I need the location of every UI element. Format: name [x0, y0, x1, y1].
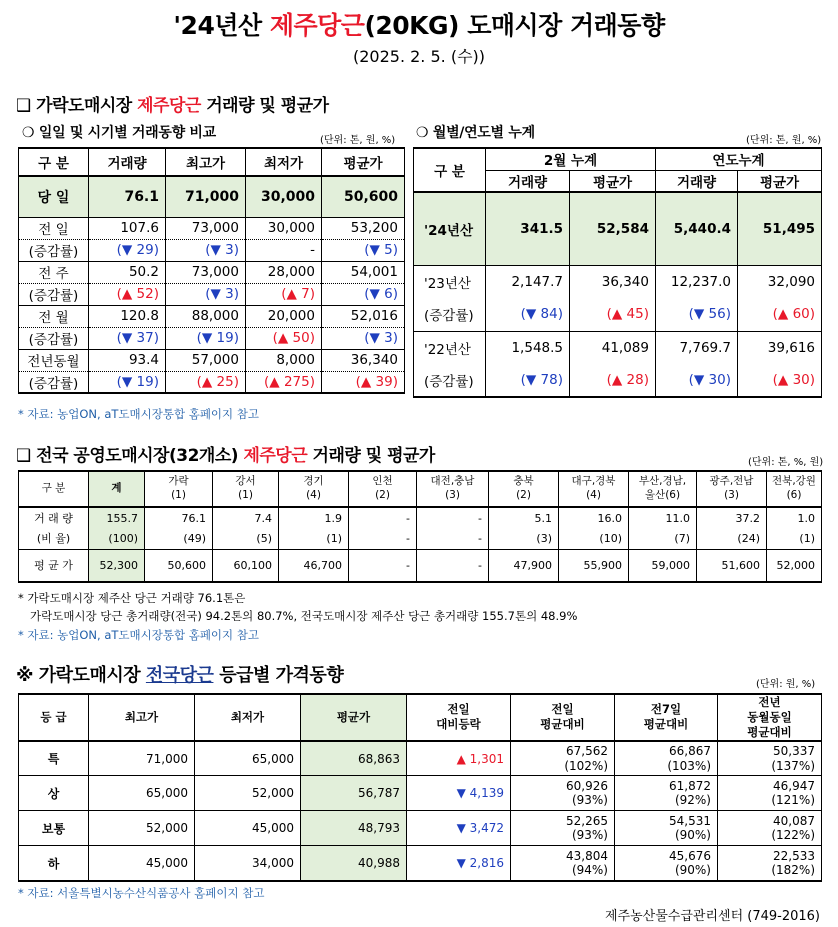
- grade-header-line: 최저가: [230, 709, 265, 724]
- grade-header: [301, 694, 407, 741]
- grade-prev-7day-value: 54,531: [669, 813, 711, 828]
- grade-max: 65,000: [89, 776, 195, 811]
- nat-header-region: [213, 471, 279, 507]
- grade-header-line: 평균대비: [643, 717, 689, 732]
- grade-change: ▼ 4,139: [407, 776, 511, 811]
- sub-1-unit: (단위: 톤, 원, %): [320, 135, 396, 146]
- cum-header-avg-1: 평균가: [570, 170, 656, 192]
- market-share-note-1: * 가락도매시장 제주산 당근 거래량 76.1톤은: [18, 591, 246, 605]
- region-count: (2): [516, 489, 531, 501]
- row-change: (▼ 3): [322, 327, 405, 349]
- cum-row-value: 7,769.7: [656, 331, 738, 364]
- nat-share: (10): [559, 528, 629, 549]
- nat-volume-label: 거 래 량: [19, 507, 89, 528]
- cum-row-value: 1,548.5: [486, 331, 570, 364]
- section-2-heading: [16, 441, 435, 466]
- section-1-highlight: 제주당근: [137, 96, 201, 116]
- circle-bullet-icon: ❍: [416, 125, 429, 141]
- region-name: 강서: [235, 475, 256, 488]
- grade-change: ▲ 1,301: [407, 741, 511, 776]
- grade-prev-7day-ratio: (92%): [674, 793, 711, 808]
- grade-max: 71,000: [89, 741, 195, 776]
- section-3-prefix: 가락도매시장: [38, 665, 146, 686]
- cum-row-change: (▼ 78): [486, 364, 570, 397]
- row-value: 73,000: [166, 261, 246, 283]
- row-change: (▲ 52): [89, 283, 166, 305]
- grade-prev-day: [511, 776, 615, 811]
- grade-prev-year-value: 46,947: [773, 778, 815, 793]
- row-change: (▼ 6): [322, 283, 405, 305]
- cum-main-vol-year: 5,440.4: [656, 192, 738, 265]
- sub-2-heading: [416, 122, 535, 142]
- nat-header-category: 구 분: [19, 471, 89, 507]
- nat-avg: 55,900: [559, 549, 629, 582]
- grade-prev-day-value: 52,265: [566, 813, 608, 828]
- grade-prev-7day-value: 45,676: [669, 848, 711, 863]
- grade-label: 상: [19, 776, 89, 811]
- section-2-prefix: 전국 공영도매시장(32개소): [36, 446, 244, 466]
- cumulative-rows: [414, 265, 822, 397]
- nat-share: (3): [489, 528, 559, 549]
- row-label: 전 일: [19, 217, 89, 239]
- nat-volume: -: [417, 507, 489, 528]
- region-name: 가락: [168, 475, 189, 488]
- grade-prev-7day-ratio: (90%): [674, 863, 711, 878]
- region-name: 대전,충남: [430, 475, 475, 488]
- square-bullet-icon: ❑: [16, 96, 31, 116]
- cum-row-change: (▲ 30): [738, 364, 822, 397]
- nat-header-region: [767, 471, 822, 507]
- region-name: 광주,전남: [709, 475, 754, 488]
- row-change-label: (증감률): [19, 371, 89, 393]
- region-count: (6): [786, 489, 802, 501]
- nat-share: (24): [697, 528, 767, 549]
- region-count: 울산(6): [644, 489, 681, 501]
- row-value: 120.8: [89, 305, 166, 327]
- header-max-price: 최고가: [166, 148, 246, 176]
- grade-header-line: 전7일: [650, 702, 682, 717]
- header-category: 구 분: [19, 148, 89, 176]
- nat-share: (49): [145, 528, 213, 549]
- cum-row-label: '22년산: [414, 331, 486, 364]
- cum-row-value: 39,616: [738, 331, 822, 364]
- region-name: 계: [111, 482, 122, 495]
- reference-mark-icon: ※: [16, 665, 33, 686]
- grade-header-line: 등 급: [40, 709, 67, 724]
- cum-main-avg-feb: 52,584: [570, 192, 656, 265]
- grade-prev-7day-ratio: (90%): [674, 828, 711, 843]
- nat-volume: -: [349, 507, 417, 528]
- grade-header-line: 평균가: [336, 709, 371, 724]
- source-note-1: * 자료: 농업ON, aT도매시장통합 홈페이지 참고: [18, 407, 260, 421]
- region-count: (1): [171, 489, 186, 501]
- cum-row-value: 36,340: [570, 265, 656, 298]
- today-label: 당 일: [19, 176, 89, 217]
- row-value: 8,000: [246, 349, 322, 371]
- row-value: 20,000: [246, 305, 322, 327]
- grade-avg: 48,793: [301, 811, 407, 846]
- cum-row-change: (▼ 56): [656, 298, 738, 331]
- section-3-suffix: 등급별 가격동향: [213, 665, 344, 686]
- grade-label: 보통: [19, 811, 89, 846]
- region-name: 대구,경북: [571, 475, 616, 488]
- grade-min: 52,000: [195, 776, 301, 811]
- grade-prev-day-value: 67,562: [566, 744, 608, 759]
- today-volume: 76.1: [89, 176, 166, 217]
- section-1-prefix: 가락도매시장: [36, 96, 138, 116]
- section-2-unit: (단위: 톤, %, 원): [748, 457, 824, 468]
- row-change: (▲ 25): [166, 371, 246, 393]
- row-change: (▲ 50): [246, 327, 322, 349]
- header-volume: 거래량: [89, 148, 166, 176]
- nat-header-region: [145, 471, 213, 507]
- row-value: 93.4: [89, 349, 166, 371]
- nat-header-region: [417, 471, 489, 507]
- grade-prev-year-ratio: (122%): [771, 828, 815, 843]
- cum-header-vol-2: 거래량: [656, 170, 738, 192]
- source-note-2: * 자료: 농업ON, aT도매시장통합 홈페이지 참고: [18, 628, 260, 642]
- market-share-note-2: 가락도매시장 당근 총거래량(전국) 94.2톤의 80.7%, 전국도매시장 제주산 당근 총거래량 155.7톤의 48.9%: [30, 609, 578, 623]
- cum-row-change: (▲ 28): [570, 364, 656, 397]
- grade-prev-day: [511, 846, 615, 881]
- nat-share-label: (비 율): [19, 528, 89, 549]
- cum-row-value: 2,147.7: [486, 265, 570, 298]
- grade-prev-year: [718, 741, 822, 776]
- cum-header-feb: 2월 누계: [486, 148, 656, 170]
- nat-avg: 46,700: [279, 549, 349, 582]
- cum-header-avg-2: 평균가: [738, 170, 822, 192]
- row-change: (▼ 5): [322, 239, 405, 261]
- grade-header-line: 평균대비: [747, 724, 792, 739]
- row-value: 52,016: [322, 305, 405, 327]
- source-note-3: * 자료: 서울특별시농수산식품공사 홈페이지 참고: [18, 886, 265, 900]
- grade-prev-year-value: 40,087: [773, 813, 815, 828]
- grade-prev-year: [718, 776, 822, 811]
- nat-volume: 11.0: [629, 507, 697, 528]
- row-value: 54,001: [322, 261, 405, 283]
- grade-prev-7day-value: 61,872: [669, 778, 711, 793]
- grade-prev-day-value: 43,804: [566, 848, 608, 863]
- row-value: 36,340: [322, 349, 405, 371]
- region-name: 부산,경남,: [638, 475, 687, 488]
- nat-header-region: [279, 471, 349, 507]
- region-count: (1): [238, 489, 253, 501]
- header-avg-price: 평균가: [322, 148, 405, 176]
- nat-share: (7): [629, 528, 697, 549]
- nat-share: (1): [279, 528, 349, 549]
- grade-prev-7day-value: 66,867: [669, 744, 711, 759]
- nat-header-region: [349, 471, 417, 507]
- region-count: (3): [724, 489, 739, 501]
- sub-2-text: 월별/연도별 누계: [432, 125, 535, 141]
- row-change: (▲ 7): [246, 283, 322, 305]
- section-3-highlight: 전국당근: [145, 665, 214, 686]
- nat-volume: 37.2: [697, 507, 767, 528]
- grade-prev-7day: [615, 741, 718, 776]
- nat-avg: 50,600: [145, 549, 213, 582]
- grade-header-line: 전일: [551, 702, 574, 717]
- circle-bullet-icon: ❍: [22, 125, 35, 141]
- sub-1-heading: [22, 122, 216, 142]
- row-change: (▼ 37): [89, 327, 166, 349]
- grade-header: [615, 694, 718, 741]
- grade-header: [718, 694, 822, 741]
- nat-avg: 51,600: [697, 549, 767, 582]
- grade-change: ▼ 2,816: [407, 846, 511, 881]
- grade-header-line: 대비등락: [436, 717, 481, 732]
- grade-max: 45,000: [89, 846, 195, 881]
- grade-prev-year-ratio: (137%): [771, 758, 815, 773]
- sub-2-unit: (단위: 톤, 원, %): [746, 135, 822, 146]
- grade-prev-year-ratio: (182%): [771, 863, 815, 878]
- grade-prev-day-value: 60,926: [566, 778, 608, 793]
- region-count: (4): [306, 489, 321, 501]
- grade-prev-day-ratio: (94%): [571, 863, 608, 878]
- nat-volume: 1.9: [279, 507, 349, 528]
- grade-max: 52,000: [89, 811, 195, 846]
- row-change: (▲ 275): [246, 371, 322, 393]
- row-change-label: (증감률): [19, 327, 89, 349]
- grade-prev-7day-ratio: (103%): [667, 758, 711, 773]
- row-change: (▼ 19): [89, 371, 166, 393]
- today-avg: 50,600: [322, 176, 405, 217]
- nat-volume: 155.7: [89, 507, 145, 528]
- cum-row-value: 12,237.0: [656, 265, 738, 298]
- grade-header: [407, 694, 511, 741]
- nat-header-region: [697, 471, 767, 507]
- nat-share: (5): [213, 528, 279, 549]
- nat-volume: 76.1: [145, 507, 213, 528]
- row-value: 28,000: [246, 261, 322, 283]
- grade-prev-7day: [615, 811, 718, 846]
- grade-prev-day-ratio: (93%): [571, 793, 608, 808]
- grade-change: ▼ 3,472: [407, 811, 511, 846]
- cum-header-category: 구 분: [414, 148, 486, 192]
- section-2-highlight: 제주당근: [243, 446, 308, 466]
- today-min: 30,000: [246, 176, 322, 217]
- grade-prev-day: [511, 741, 615, 776]
- nat-avg: 52,000: [767, 549, 822, 582]
- cum-row-change: (▼ 30): [656, 364, 738, 397]
- row-label: 전 주: [19, 261, 89, 283]
- sub-1-text: 일일 및 시기별 거래동향 비교: [38, 125, 216, 141]
- nat-volume: 7.4: [213, 507, 279, 528]
- row-change: (▼ 19): [166, 327, 246, 349]
- row-label: 전년동월: [19, 349, 89, 371]
- grade-avg: 68,863: [301, 741, 407, 776]
- row-change-label: (증감률): [19, 283, 89, 305]
- cum-row-label: '23년산: [414, 265, 486, 298]
- daily-trend-rows: [19, 217, 405, 393]
- grade-header: [195, 694, 301, 741]
- row-value: 107.6: [89, 217, 166, 239]
- section-1-suffix: 거래량 및 평균가: [200, 96, 329, 116]
- section-2-suffix: 거래량 및 평균가: [307, 446, 435, 466]
- nat-avg: 60,100: [213, 549, 279, 582]
- page-title: [0, 6, 838, 42]
- national-market-table: [18, 470, 822, 583]
- cum-main-vol-feb: 341.5: [486, 192, 570, 265]
- cumulative-table: [413, 147, 822, 398]
- region-name: 인천: [372, 475, 393, 488]
- grade-price-table: [18, 693, 822, 882]
- grade-min: 45,000: [195, 811, 301, 846]
- row-value: 88,000: [166, 305, 246, 327]
- row-change: (▼ 29): [89, 239, 166, 261]
- report-date: (2025. 2. 5. (수)): [352, 47, 486, 66]
- grade-prev-7day: [615, 846, 718, 881]
- nat-avg: 52,300: [89, 549, 145, 582]
- grade-prev-day-ratio: (93%): [571, 828, 608, 843]
- cum-row-change-label: (증감률): [414, 364, 486, 397]
- nat-avg: 47,900: [489, 549, 559, 582]
- grade-avg: 40,988: [301, 846, 407, 881]
- nat-volume: 1.0: [767, 507, 822, 528]
- row-value: 73,000: [166, 217, 246, 239]
- grade-prev-year-value: 22,533: [773, 848, 815, 863]
- row-value: 53,200: [322, 217, 405, 239]
- cum-header-vol-1: 거래량: [486, 170, 570, 192]
- nat-avg: -: [417, 549, 489, 582]
- region-count: (4): [586, 489, 601, 501]
- nat-header-region: [489, 471, 559, 507]
- nat-volume: 16.0: [559, 507, 629, 528]
- title-highlight: 제주당근: [269, 11, 365, 40]
- grade-header: [19, 694, 89, 741]
- cum-row-change: (▲ 45): [570, 298, 656, 331]
- cum-header-year: 연도누계: [656, 148, 822, 170]
- nat-share: (100): [89, 528, 145, 549]
- grade-header: [89, 694, 195, 741]
- region-name: 충북: [513, 475, 534, 488]
- nat-share: (1): [767, 528, 822, 549]
- cum-row-value: 32,090: [738, 265, 822, 298]
- title-prefix: '24년산: [173, 11, 270, 40]
- region-name: 전북,강원: [772, 475, 816, 488]
- grade-header-line: 최고가: [124, 709, 159, 724]
- section-3-heading: [16, 661, 343, 687]
- grade-avg: 56,787: [301, 776, 407, 811]
- row-change: -: [246, 239, 322, 261]
- grade-prev-day: [511, 811, 615, 846]
- cum-row-value: 41,089: [570, 331, 656, 364]
- nat-avg: 59,000: [629, 549, 697, 582]
- region-name: 경기: [303, 475, 324, 488]
- today-max: 71,000: [166, 176, 246, 217]
- grade-prev-day-ratio: (102%): [564, 758, 608, 773]
- row-label: 전 월: [19, 305, 89, 327]
- grade-prev-year: [718, 846, 822, 881]
- region-count: (3): [445, 489, 460, 501]
- header-min-price: 최저가: [246, 148, 322, 176]
- nat-share: -: [417, 528, 489, 549]
- footer-contact: 제주농산물수급관리센터 (749-2016): [604, 909, 820, 924]
- daily-trend-table: [18, 147, 405, 394]
- row-value: 57,000: [166, 349, 246, 371]
- row-value: 30,000: [246, 217, 322, 239]
- nat-header-region: [629, 471, 697, 507]
- nat-header-region: [559, 471, 629, 507]
- grade-header-line: 전일: [447, 702, 470, 717]
- nat-avg: -: [349, 549, 417, 582]
- cum-main-avg-year: 51,495: [738, 192, 822, 265]
- grade-header-line: 동월동일: [747, 709, 792, 724]
- section-3-unit: (단위: 원, %): [756, 679, 816, 690]
- row-value: 50.2: [89, 261, 166, 283]
- row-change: (▼ 3): [166, 283, 246, 305]
- nat-header-region: [89, 471, 145, 507]
- region-count: (2): [375, 489, 390, 501]
- section-1-heading: [16, 91, 329, 116]
- title-suffix: (20KG) 도매시장 거래동향: [364, 11, 665, 40]
- cum-row-change: (▲ 60): [738, 298, 822, 331]
- grade-label: 하: [19, 846, 89, 881]
- grade-label: 특: [19, 741, 89, 776]
- grade-header-line: 전년: [758, 695, 781, 709]
- nat-volume: 5.1: [489, 507, 559, 528]
- grade-min: 65,000: [195, 741, 301, 776]
- row-change-label: (증감률): [19, 239, 89, 261]
- grade-prev-year-value: 50,337: [773, 744, 815, 759]
- grade-prev-year: [718, 811, 822, 846]
- grade-header: [511, 694, 615, 741]
- cum-main-label: '24년산: [414, 192, 486, 265]
- cum-row-change-label: (증감률): [414, 298, 486, 331]
- nat-avg-label: 평 균 가: [19, 549, 89, 582]
- nat-share: -: [349, 528, 417, 549]
- grade-prev-7day: [615, 776, 718, 811]
- grade-header-line: 평균대비: [540, 717, 585, 732]
- grade-min: 34,000: [195, 846, 301, 881]
- row-change: (▼ 3): [166, 239, 246, 261]
- square-bullet-icon: ❑: [16, 446, 31, 466]
- cum-row-change: (▼ 84): [486, 298, 570, 331]
- grade-prev-year-ratio: (121%): [771, 793, 815, 808]
- row-change: (▲ 39): [322, 371, 405, 393]
